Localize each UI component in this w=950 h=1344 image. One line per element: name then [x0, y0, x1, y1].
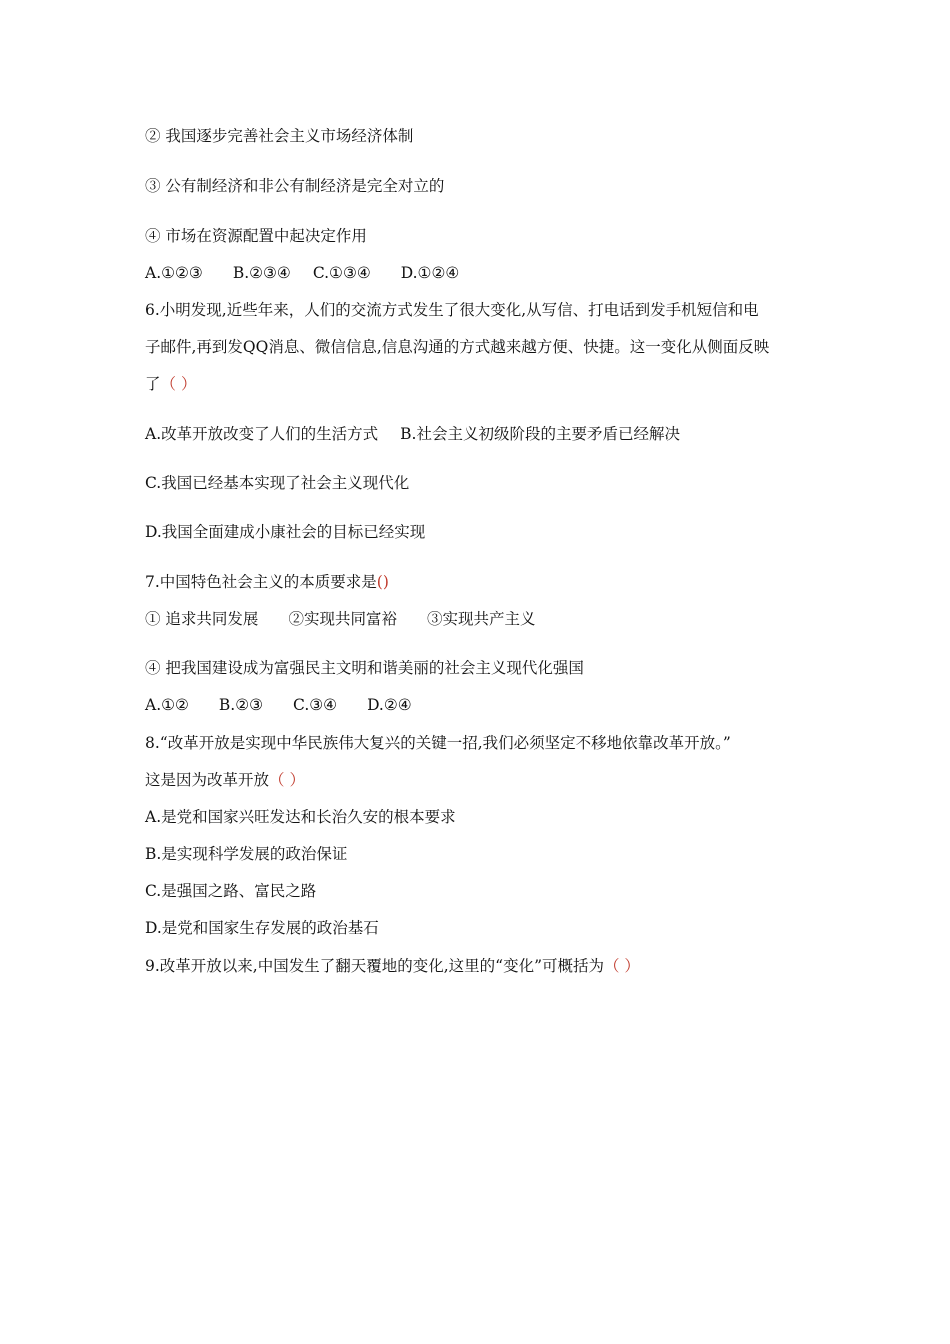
statement-4: ④ 市场在资源配置中起决定作用 — [145, 227, 367, 245]
q8-answer-blank: （ ） — [269, 771, 305, 789]
q9-stem-text: 9.改革开放以来,中国发生了翻天覆地的变化,这里的“变化”可概括为 — [145, 957, 604, 975]
q8-stem-line-1: 8.“改革开放是实现中华民族伟大复兴的关键一招,我们必须坚定不移地依靠改革开放。” — [145, 734, 731, 752]
statement-2: ② 我国逐步完善社会主义市场经济体制 — [145, 127, 414, 145]
q6-option-a: A.改革开放改变了人们的生活方式 — [145, 425, 379, 443]
statement-3: ③ 公有制经济和非公有制经济是完全对立的 — [145, 177, 445, 195]
q5-option-a: A.①②③ — [145, 264, 203, 282]
q6-option-d: D.我国全面建成小康社会的目标已经实现 — [145, 523, 426, 541]
q6-stem-text: 了 — [145, 375, 161, 393]
q5-option-b: B.②③④ — [232, 264, 291, 282]
q6-stem-line-3 — [145, 373, 196, 395]
q8-option-a: A.是党和国家兴旺发达和长治久安的根本要求 — [145, 808, 456, 826]
q8-stem-text: 这是因为改革开放 — [145, 771, 270, 789]
q7-option-d: D.②④ — [367, 696, 412, 714]
q7-statement-1: ① 追求共同发展 — [145, 610, 259, 628]
q7-option-a: A.①② — [145, 696, 189, 714]
q6-option-b: B.社会主义初级阶段的主要矛盾已经解决 — [400, 425, 680, 443]
q5-option-c: C.①③④ — [312, 264, 371, 282]
q6-stem-line-1: 6.小明发现,近些年来，人们的交流方式发生了很大变化,从写信、打电话到发手机短信和电 — [145, 301, 759, 319]
q5-option-d: D.①②④ — [400, 264, 460, 282]
q7-stem-text: 7.中国特色社会主义的本质要求是 — [145, 573, 377, 591]
q7-statement-2: ②实现共同富裕 — [288, 610, 397, 628]
q7-statement-4: ④ 把我国建设成为富强民主文明和谐美丽的社会主义现代化强国 — [145, 659, 584, 677]
q7-options — [145, 694, 412, 716]
q7-statements-row — [145, 608, 535, 630]
q8-option-b: B.是实现科学发展的政治保证 — [145, 845, 348, 863]
q5-options — [145, 262, 459, 284]
q8-option-c: C.是强国之路、富民之路 — [145, 882, 317, 900]
q6-option-c: C.我国已经基本实现了社会主义现代化 — [145, 474, 410, 492]
q6-answer-blank: （ ） — [160, 375, 197, 393]
q9-answer-blank: （ ） — [604, 957, 640, 975]
q7-stem — [145, 571, 389, 593]
q7-option-c: C.③④ — [293, 696, 338, 714]
q7-option-b: B.②③ — [218, 696, 264, 714]
q9-stem — [145, 955, 640, 977]
q6-options-ab — [145, 423, 680, 445]
q8-option-d: D.是党和国家生存发展的政治基石 — [145, 919, 379, 937]
q8-stem-line-2 — [145, 769, 305, 791]
q7-statement-3: ③实现共产主义 — [426, 610, 536, 628]
q7-answer-blank: () — [376, 573, 389, 591]
q6-stem-line-2: 子邮件,再到发QQ消息、微信信息,信息沟通的方式越来越方便、快捷。这一变化从侧面反映 — [145, 338, 770, 356]
